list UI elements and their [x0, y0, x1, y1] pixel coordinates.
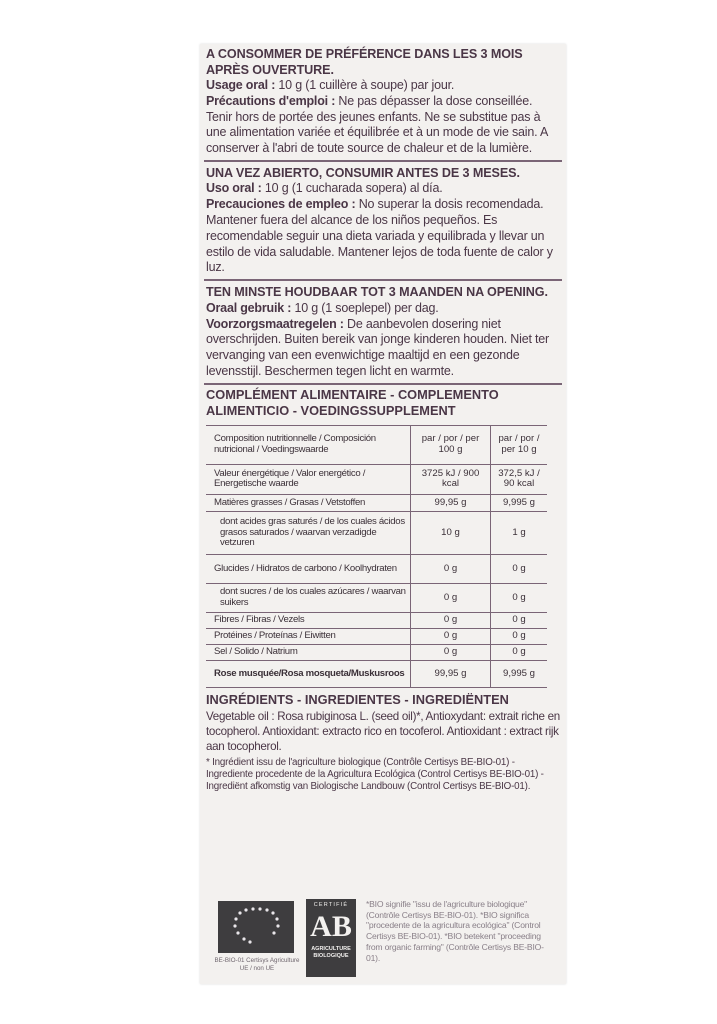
spanish-body — [206, 181, 560, 276]
spanish-headline: UNA VEZ ABIERTO, CONSUMIR ANTES DE 3 MESES. — [206, 165, 520, 180]
row-value-10g: 9,995 g — [491, 660, 548, 687]
divider — [204, 279, 562, 281]
row-value-10g: 1 g — [491, 511, 548, 554]
table-row — [206, 464, 547, 494]
supplement-header: COMPLÉMENT ALIMENTAIRE - COMPLEMENTO ALIMENTICIO - VOEDINGSSUPPLEMENT — [206, 386, 499, 418]
row-label-energy: Valeur énergétique / Valor energético / Energetische waarde — [206, 464, 411, 494]
row-label-salt: Sel / Solido / Natrium — [206, 644, 411, 660]
row-value-100g: 0 g — [411, 583, 491, 612]
ingredients-footnote: * Ingrédient issu de l'agriculture biologique (Contrôle Certisys BE-BIO-01) - Ingrediente procedente de la Agricultura Ecológica (Control Certisys BE-BIO-01) - Ingrediënt afkomstig van Biologische Landbouw (Control Certisys BE-BIO-01). — [206, 756, 544, 793]
section-french — [200, 44, 566, 159]
row-label-sugars: dont sucres / de los cuales azúcares / waarvan suikers — [206, 583, 411, 612]
row-value-100g: 99,95 g — [411, 494, 491, 511]
ab-certifie-text: CERTIFIÉ — [313, 902, 349, 908]
row-value-10g: 0 g — [491, 644, 548, 660]
row-value-100g: 3725 kJ / 900 kcal — [411, 464, 491, 494]
row-label-fibres: Fibres / Fibras / Vezels — [206, 612, 411, 628]
eu-logo-caption: BE-BIO-01 Certisys Agriculture UE / non UE — [214, 957, 300, 972]
dutch-precaution-label: Voorzorgsmaatregelen : — [206, 316, 344, 331]
divider — [204, 383, 562, 385]
table-row — [206, 644, 547, 660]
product-label — [200, 44, 566, 984]
row-value-100g: 0 g — [411, 628, 491, 644]
dutch-headline: TEN MINSTE HOUDBAAR TOT 3 MAANDEN NA OPENING. — [206, 285, 548, 300]
table-header-label: Composition nutritionnelle / Composición nutricional / Voedingswaarde — [206, 425, 411, 464]
row-value-10g: 0 g — [491, 628, 548, 644]
bio-note: *BIO signifie "issu de l'agriculture biologique" (Contrôle Certisys BE-BIO-01). *BIO significa "procedente de la agricultura ecológica" (Control Certisys BE-BIO-01). *BIO betekent "proceeding from organic farming" (Contrôle Certisys BE-BIO-01). — [366, 899, 544, 963]
row-value-100g: 0 g — [411, 644, 491, 660]
ab-agriculture-text: AGRICULTURE BIOLOGIQUE — [311, 946, 351, 959]
table-row — [206, 554, 547, 583]
row-value-10g: 0 g — [491, 583, 548, 612]
table-row — [206, 583, 547, 612]
row-label-protein: Protéines / Proteínas / Eiwitten — [206, 628, 411, 644]
ingredients-title: INGRÉDIENTS - INGREDIENTES - INGREDIËNTEN — [206, 691, 509, 707]
section-spanish — [200, 163, 566, 278]
table-header-per-100g: par / por / per 100 g — [411, 425, 491, 464]
spanish-usage-label: Uso oral : — [206, 181, 262, 196]
french-usage-text: 10 g (1 cuillère à soupe) par jour. — [275, 78, 455, 92]
dutch-usage-label: Oraal gebruik : — [206, 300, 292, 315]
table-row — [206, 612, 547, 628]
french-headline: A CONSOMMER DE PRÉFÉRENCE DANS LES 3 MOIS APRÈS OUVERTURE. — [206, 47, 523, 77]
row-value-10g: 0 g — [491, 612, 548, 628]
row-label-saturated: dont acides gras saturés / de los cuales ácidos grasos saturados / waarvan verzadigde vetzuren — [206, 511, 411, 554]
row-value-10g: 0 g — [491, 554, 548, 583]
row-value-100g: 99,95 g — [411, 660, 491, 687]
spanish-precaution-text: No superar la dosis recomendada. Mantener fuera del alcance de los niños pequeños. Es recomendable seguir una dieta variada y equilibrada y llevar un estilo de vida saludable. Mantener lejos de toda fuente de calor y luz. — [206, 197, 553, 275]
french-precaution-label: Précautions d'emploi : — [206, 93, 336, 108]
certification-logos — [214, 897, 554, 977]
table-header-row — [206, 425, 547, 464]
divider — [204, 160, 562, 162]
spanish-precaution-label: Precauciones de empleo : — [206, 197, 356, 212]
dutch-precaution-text: De aanbevolen dosering niet overschrijden. Buiten bereik van jonge kinderen houden. Niet ter vervanging van een evenwichtige maaltijd en een gezonde levensstijl. Beschermen tegen licht en warmte. — [206, 316, 549, 378]
spanish-usage-text: 10 g (1 cucharada sopera) al día. — [261, 181, 443, 196]
french-body — [206, 78, 560, 157]
table-row — [206, 660, 547, 687]
ingredients-text: Vegetable oil : Rosa rubiginosa L. (seed oil)*, Antioxydant: extrait riche en tocopherol. Antioxidant: extracto rico en tocoferol. Antioxidant : extract rijk aan tocopherol. — [206, 709, 560, 753]
french-usage-label: Usage oral : — [206, 78, 276, 92]
row-label-rosehip: Rose musquée/Rosa mosqueta/Muskusroos — [206, 660, 411, 687]
ab-letters: AB — [310, 910, 352, 943]
row-label-fat: Matières grasses / Grasas / Vetstoffen — [206, 494, 411, 511]
french-precaution-text: Ne pas dépasser la dose conseillée. Tenir hors de portée des jeunes enfants. Ne se substitue pas à une alimentation variée et équilibrée et à un mode de vie sain. A conserver à l'abri de toute source de chaleur et de la lumière. — [206, 93, 548, 156]
section-dutch — [200, 282, 566, 381]
row-value-10g: 372,5 kJ / 90 kcal — [491, 464, 548, 494]
dutch-usage-text: 10 g (1 soeplepel) per dag. — [291, 300, 439, 315]
eu-organic-leaf-icon — [218, 901, 294, 953]
table-row — [206, 628, 547, 644]
nutrition-table — [206, 425, 547, 688]
ab-organic-logo — [306, 899, 356, 977]
table-row — [206, 494, 547, 511]
row-value-10g: 9,995 g — [491, 494, 548, 511]
table-row — [206, 511, 547, 554]
table-header-per-10g: par / por / per 10 g — [491, 425, 548, 464]
row-value-100g: 0 g — [411, 612, 491, 628]
row-label-carbohydrates: Glucides / Hidratos de carbono / Koolhydraten — [206, 554, 411, 583]
dutch-body — [206, 301, 560, 380]
row-value-100g: 10 g — [411, 511, 491, 554]
row-value-100g: 0 g — [411, 554, 491, 583]
